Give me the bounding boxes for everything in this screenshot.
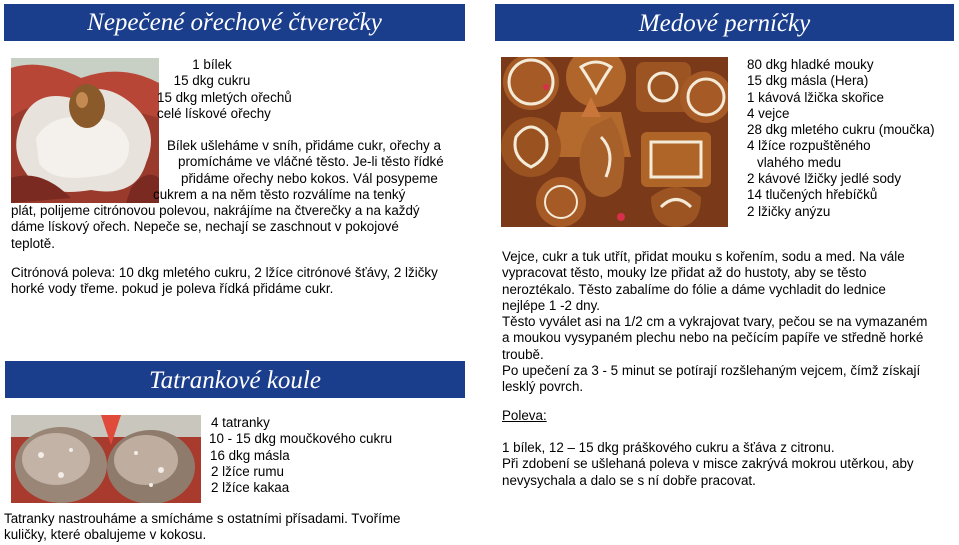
instruction-line: lesklý povrch. xyxy=(502,379,584,395)
ingredients-list xyxy=(157,57,292,122)
instruction-line: Tatranky nastrouháme a smícháme s ostatními přísadami. Tvoříme xyxy=(4,511,401,526)
gingerbread-photo xyxy=(501,57,728,227)
instruction-line: a moukou vysypaném plechu nebo na pečícím papíře ve středně horké xyxy=(502,330,924,346)
ingredient: 15 dkg mletých ořechů xyxy=(157,89,292,105)
glaze-text xyxy=(11,265,466,298)
pernicky-glaze-heading xyxy=(502,408,547,424)
ingredient: 2 lžíce rumu xyxy=(211,463,284,479)
instruction-line: vypracovat těsto, mouky lze přidat až do hustoty, aby se těsto xyxy=(502,265,867,281)
glaze-line: 1 bílek, 12 – 15 dkg práškového cukru a šťáva z citronu. xyxy=(502,440,835,455)
ingredient: 15 dkg cukru xyxy=(173,73,251,89)
title-banner-pernicky xyxy=(495,4,954,41)
instruction-line: troubě. xyxy=(502,346,544,362)
instruction-line: kuličky, které obalujeme v kokosu. xyxy=(4,527,207,543)
ingredient: 4 tatranky xyxy=(211,415,270,430)
ingredient: 16 dkg másla xyxy=(210,447,290,463)
glaze-heading: Poleva: xyxy=(502,408,547,423)
instruction-line: dáme lískový ořech. Nepeče se, nechají se zaschnout v pokojové xyxy=(11,219,399,235)
instruction-line: přidáme ořechy nebo kokos. Vál posypeme xyxy=(181,170,438,186)
tatranky-balls-photo xyxy=(11,415,201,503)
ingredient: 4 vejce xyxy=(747,105,790,121)
instruction-line: nejlépe 1 -2 dny. xyxy=(502,297,601,313)
ingredient: 2 lžičky anýzu xyxy=(747,203,831,219)
instruction-line: Těsto vyválet asi na 1/2 cm a vykrajovat tvary, pečou se na vymazaném xyxy=(502,314,928,330)
glaze-line: nevysychala a dalo se s ní dobře pracovat. xyxy=(502,472,756,488)
tatranky-ingredients xyxy=(209,415,409,496)
instruction-line: promícháme ve vláčné těsto. Je-li těsto řídké xyxy=(178,154,444,170)
ingredient: celé lískové ořechy xyxy=(157,105,271,121)
ingredient: 80 dkg hladké mouky xyxy=(747,57,874,72)
instructions xyxy=(11,138,461,252)
ingredient: vlahého medu xyxy=(757,154,842,170)
instruction-line: Bílek ušleháme v sníh, přidáme cukr, ořechy a xyxy=(167,138,441,153)
title-banner-tatrankove xyxy=(5,361,465,398)
ingredient: 14 tlučených hřebíčků xyxy=(747,187,878,203)
instruction-line: Po upečení za 3 - 5 minut se potírají rozšlehaným vejcem, čímž získají xyxy=(502,363,921,379)
ingredient: 2 lžíce kakaa xyxy=(211,480,290,496)
recipe-title: Nepečené ořechové čtverečky xyxy=(87,9,382,36)
glaze-line: Citrónová poleva: 10 dkg mletého cukru, 2 lžíce citrónové šťávy, 2 lžičky xyxy=(11,265,438,280)
instruction-line: plát, polijeme citrónovou polevou, nakrájíme na čtverečky a na každý xyxy=(11,203,420,219)
ingredient: 10 - 15 dkg moučkového cukru xyxy=(209,431,393,447)
title-banner-orechove xyxy=(4,4,465,41)
ingredient: 28 dkg mletého cukru (moučka) xyxy=(747,122,935,138)
instruction-line: cukrem a na něm těsto rozválíme na tenký xyxy=(153,186,406,202)
ingredient: 4 lžíce rozpuštěného xyxy=(747,138,871,154)
instruction-line: teplotě. xyxy=(11,235,55,251)
ingredient: 1 bílek xyxy=(192,57,232,72)
pernicky-glaze xyxy=(502,440,954,489)
recipe-title: Tatrankové koule xyxy=(149,367,321,394)
instruction-line: Vejce, cukr a tuk utřít, přidat mouku s kořením, sodu a med. Na vále xyxy=(502,249,905,264)
ingredient: 1 kávová lžička skořice xyxy=(747,89,884,105)
glaze-line: Při zdobení se ušlehaná poleva v misce zakrývá mokrou utěrkou, aby xyxy=(502,456,914,472)
pernicky-ingredients xyxy=(747,57,955,220)
instruction-line: neroztékalo. Těsto zabalíme do fólie a dáme vychladit do lednice xyxy=(502,281,886,297)
tatranky-instructions xyxy=(4,511,464,544)
glaze-line: horké vody třeme. pokud je poleva řídká přidáme cukr. xyxy=(11,281,334,297)
ingredient: 2 kávové lžičky jedlé sody xyxy=(747,171,902,187)
pernicky-instructions xyxy=(502,249,954,396)
ingredient: 15 dkg másla (Hera) xyxy=(747,73,869,89)
recipe-title: Medové perníčky xyxy=(638,10,811,37)
